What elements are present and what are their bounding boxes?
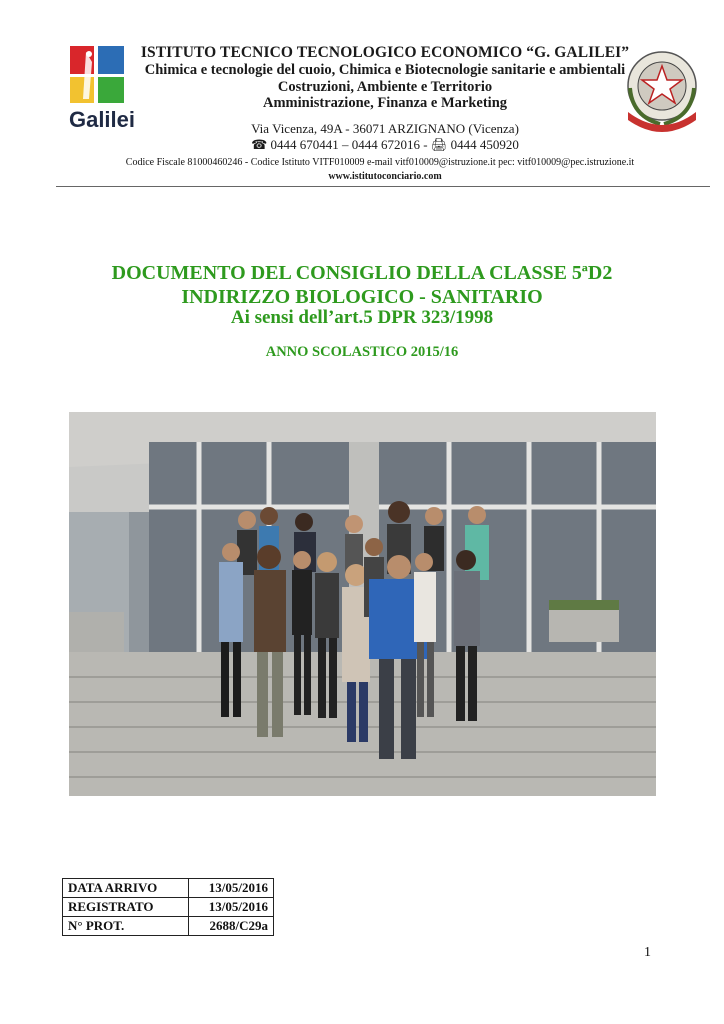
school-year: ANNO SCOLASTICO 2015/16 — [265, 344, 459, 360]
logo-wordmark: Galilei — [68, 107, 136, 132]
header-divider — [56, 186, 710, 187]
italian-republic-emblem — [620, 46, 704, 134]
document-subtitle: INDIRIZZO BIOLOGICO - SANITARIO — [181, 286, 543, 308]
table-row — [63, 898, 274, 917]
table-row — [63, 917, 274, 936]
table-label: REGISTRATO — [63, 898, 189, 917]
document-title: DOCUMENTO DEL CONSIGLIO DELLA CLASSE 5ªD2 — [111, 262, 613, 284]
document-reference: Ai sensi dell’art.5 DPR 323/1998 — [230, 307, 494, 328]
school-phone: ☎ 0444 670441 – 0444 672016 - 🖨 0444 450920 — [251, 137, 519, 152]
table-value: 13/05/2016 — [189, 898, 274, 917]
school-website: www.istitutoconciario.com — [328, 171, 442, 182]
header-line-1: Chimica e tecnologie del cuoio, Chimica e Biotecnologie sanitarie e ambientali — [144, 62, 626, 78]
header-line-3: Amministrazione, Finanza e Marketing — [262, 95, 508, 111]
table-value: 2688/C29a — [189, 917, 274, 936]
table-label: N° PROT. — [63, 917, 189, 936]
table-row — [63, 879, 274, 898]
school-codes: Codice Fiscale 81000460246 - Codice Istituto VITF010009 e-mail vitf010009@istruzione.it pec: vitf010009@pec.istruzione.it — [125, 157, 635, 168]
protocol-table — [62, 878, 274, 936]
table-value: 13/05/2016 — [189, 879, 274, 898]
table-label: DATA ARRIVO — [63, 879, 189, 898]
school-name: ISTITUTO TECNICO TECNOLOGICO ECONOMICO “G. GALILEI” — [140, 44, 630, 61]
header-line-2: Costruzioni, Ambiente e Territorio — [277, 79, 493, 95]
page-number: 1 — [644, 945, 651, 960]
class-photo — [69, 412, 656, 796]
school-address: Via Vicenza, 49A - 36071 ARZIGNANO (Vicenza) — [251, 121, 519, 136]
